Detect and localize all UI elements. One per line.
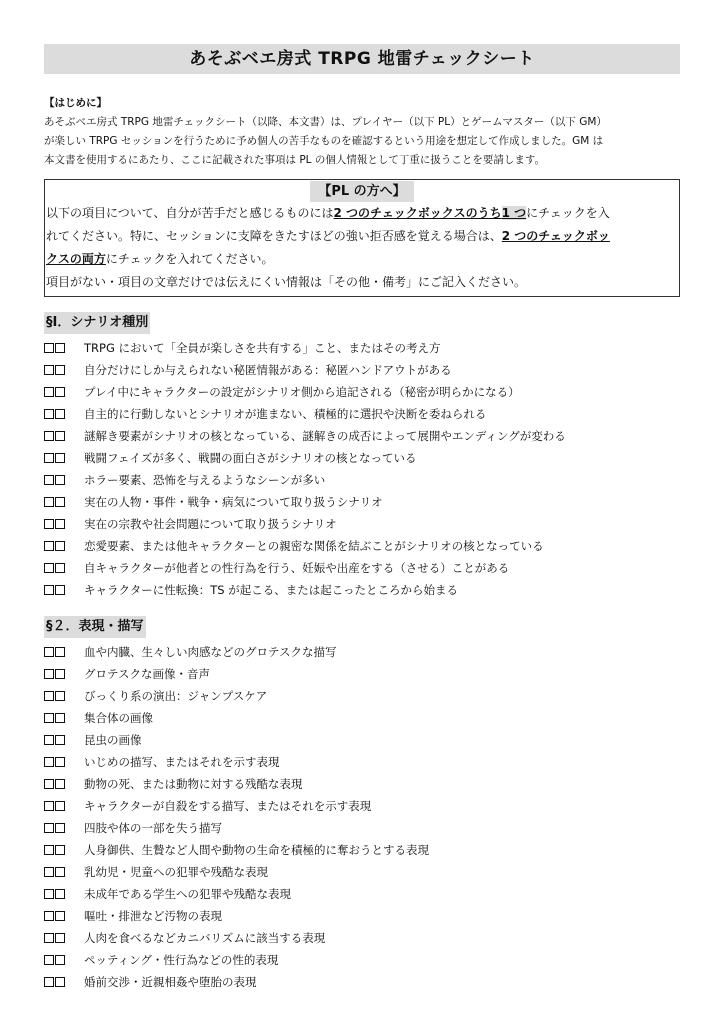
checklist-item-label: 実在の人物・事件・戦争・病気について取り扱うシナリオ: [84, 495, 383, 509]
checkbox-first[interactable]: [44, 387, 54, 397]
section-2: [44, 615, 680, 993]
checkbox-second[interactable]: [55, 387, 65, 397]
checkbox-pair: [44, 585, 84, 595]
checkbox-pair: [44, 647, 84, 657]
checklist-item-label: 自キャラクターが他者との性行為を行う、妊娠や出産をする（させる）ことがある: [84, 561, 510, 575]
checklist-item: [44, 579, 680, 601]
checklist-item-label: 血や内臓、生々しい肉感などのグロテスクな描写: [84, 645, 337, 659]
checklist-item: [44, 883, 680, 905]
checkbox-pair: [44, 409, 84, 419]
checklist-item: [44, 381, 680, 403]
checkbox-first[interactable]: [44, 911, 54, 921]
checkbox-first[interactable]: [44, 431, 54, 441]
checksheet-page: [44, 44, 680, 993]
checkbox-pair: [44, 955, 84, 965]
checkbox-pair: [44, 757, 84, 767]
checkbox-pair: [44, 713, 84, 723]
checklist-item-label: プレイ中にキャラクターの設定がシナリオ側から追記される（秘密が明らかになる）: [84, 385, 520, 399]
checkbox-pair: [44, 563, 84, 573]
checkbox-pair: [44, 453, 84, 463]
checkbox-second[interactable]: [55, 823, 65, 833]
checkbox-first[interactable]: [44, 409, 54, 419]
section-heading: §２．表現・描写: [44, 616, 146, 638]
checkbox-second[interactable]: [55, 911, 65, 921]
checkbox-second[interactable]: [55, 647, 65, 657]
checklist-item: [44, 641, 680, 663]
checkbox-second[interactable]: [55, 801, 65, 811]
checkbox-second[interactable]: [55, 757, 65, 767]
checkbox-first[interactable]: [44, 519, 54, 529]
checklist-item-label: 嘔吐・排泄など汚物の表現: [84, 909, 222, 923]
checkbox-first[interactable]: [44, 365, 54, 375]
checkbox-first[interactable]: [44, 757, 54, 767]
checklist-item-label: グロテスクな画像・音声: [84, 667, 211, 681]
checklist-item: [44, 663, 680, 685]
intro-line: が楽しい TRPG セッションを行うために予め個人の苦手なものを確認するという用途を想定して作成しました。GM は: [44, 135, 604, 147]
checklist-item-label: 戦闘フェイズが多く、戦闘の面白さがシナリオの核となっている: [84, 451, 417, 465]
checkbox-first[interactable]: [44, 977, 54, 987]
checklist-item-label: ホラー要素、恐怖を与えるようなシーンが多い: [84, 473, 326, 487]
checkbox-second[interactable]: [55, 431, 65, 441]
checkbox-second[interactable]: [55, 735, 65, 745]
pl-heading: 【PL の方へ】: [310, 181, 413, 202]
checkbox-second[interactable]: [55, 343, 65, 353]
checkbox-pair: [44, 889, 84, 899]
checkbox-pair: [44, 541, 84, 551]
checklist-item: [44, 359, 680, 381]
checklist-item: [44, 513, 680, 535]
checkbox-second[interactable]: [55, 497, 65, 507]
checklist-item: [44, 337, 680, 359]
checklist-item-label: キャラクターに性転換：TS が起こる、または起こったところから始まる: [84, 583, 459, 597]
intro-heading: 【はじめに】: [44, 97, 107, 109]
checkbox-pair: [44, 801, 84, 811]
checkbox-first[interactable]: [44, 475, 54, 485]
checklist-item-label: 動物の死、または動物に対する残酷な表現: [84, 777, 303, 791]
checkbox-pair: [44, 823, 84, 833]
checklist-item-label: 人身御供、生贄など人間や動物の生命を積極的に奪おうとする表現: [84, 843, 429, 857]
checklist-item: [44, 751, 680, 773]
checklist-item: [44, 535, 680, 557]
intro-line: 本文書を使用するにあたり、ここに記載された事項は PL の個人情報として丁重に扱うことを要請します。: [44, 154, 546, 166]
checkbox-second[interactable]: [55, 977, 65, 987]
checkbox-first[interactable]: [44, 845, 54, 855]
checklist-item: [44, 685, 680, 707]
checkbox-second[interactable]: [55, 519, 65, 529]
checkbox-first[interactable]: [44, 867, 54, 877]
checklist-item: [44, 403, 680, 425]
checkbox-second[interactable]: [55, 955, 65, 965]
checklist-item-label: 自主的に行動しないとシナリオが進まない、積極的に選択や決断を委ねられる: [84, 407, 487, 421]
checklist-item: [44, 425, 680, 447]
checkbox-second[interactable]: [55, 669, 65, 679]
checklist-item: [44, 949, 680, 971]
section-1: [44, 311, 680, 601]
checklist-item-label: 謎解き要素がシナリオの核となっている、謎解きの成否によって展開やエンディングが変わる: [84, 429, 566, 443]
checkbox-first[interactable]: [44, 955, 54, 965]
checkbox-pair: [44, 691, 84, 701]
checklist-item-label: 婚前交渉・近親相姦や堕胎の表現: [84, 975, 257, 989]
checkbox-first[interactable]: [44, 585, 54, 595]
checklist-item-label: キャラクターが自殺をする描写、またはそれを示す表現: [84, 799, 372, 813]
checklist-item: [44, 795, 680, 817]
checklist-item: [44, 557, 680, 579]
intro-line: あそぶベエ房式 TRPG 地雷チェックシート（以降、本文書）は、プレイヤー（以下 PL）とゲームマスター（以下 GM）: [44, 116, 607, 128]
checklist-item-label: 実在の宗教や社会問題について取り扱うシナリオ: [84, 517, 337, 531]
checkbox-first[interactable]: [44, 933, 54, 943]
checklist-item: [44, 469, 680, 491]
checklist-item-label: 昆虫の画像: [84, 733, 142, 747]
checkbox-pair: [44, 387, 84, 397]
checkbox-pair: [44, 497, 84, 507]
checkbox-second[interactable]: [55, 691, 65, 701]
checkbox-second[interactable]: [55, 365, 65, 375]
checkbox-second[interactable]: [55, 453, 65, 463]
checkbox-first[interactable]: [44, 735, 54, 745]
checkbox-pair: [44, 475, 84, 485]
intro-block: [44, 94, 680, 170]
checklist-item-label: 未成年である学生への犯罪や残酷な表現: [84, 887, 291, 901]
checklist-item-label: 集合体の画像: [84, 711, 153, 725]
checkbox-second[interactable]: [55, 933, 65, 943]
sections-container: [44, 311, 680, 993]
checklist-item: [44, 905, 680, 927]
checkbox-first[interactable]: [44, 779, 54, 789]
section-heading: §Ⅰ．シナリオ種別: [44, 312, 150, 334]
checkbox-pair: [44, 431, 84, 441]
checkbox-first[interactable]: [44, 647, 54, 657]
checkbox-first[interactable]: [44, 669, 54, 679]
checkbox-second[interactable]: [55, 779, 65, 789]
checklist-item: [44, 839, 680, 861]
checklist-item-label: びっくり系の演出：ジャンプスケア: [84, 689, 268, 703]
checkbox-first[interactable]: [44, 453, 54, 463]
emphasis-highlight: 1 つ: [501, 206, 527, 220]
checklist-item-label: 乳幼児・児童への犯罪や残酷な表現: [84, 865, 268, 879]
checklist-item-label: 自分だけにしか与えられない秘匿情報がある：秘匿ハンドアウトがある: [84, 363, 452, 377]
checkbox-pair: [44, 933, 84, 943]
checkbox-second[interactable]: [55, 889, 65, 899]
checkbox-second[interactable]: [55, 563, 65, 573]
checklist-item-label: 四肢や体の一部を失う描写: [84, 821, 222, 835]
checkbox-first[interactable]: [44, 691, 54, 701]
checklist-item: [44, 817, 680, 839]
checkbox-pair: [44, 735, 84, 745]
checkbox-first[interactable]: [44, 343, 54, 353]
checkbox-pair: [44, 669, 84, 679]
checklist-item-label: いじめの描写、またはそれを示す表現: [84, 755, 280, 769]
pl-instructions-box: [44, 179, 680, 297]
checkbox-first[interactable]: [44, 563, 54, 573]
checklist-item: [44, 927, 680, 949]
pl-instructions-line: 以下の項目について、自分が苦手だと感じるものには2 つのチェックボックスのうち1 つにチェックを入: [46, 206, 610, 220]
checkbox-first[interactable]: [44, 801, 54, 811]
pl-instructions-line: 項目がない・項目の文章だけでは伝えにくい情報は「その他・備考」にご記入ください。: [46, 275, 527, 289]
checklist-item-label: 恋愛要素、または他キャラクターとの親密な関係を結ぶことがシナリオの核となっている: [84, 539, 544, 553]
checkbox-second[interactable]: [55, 713, 65, 723]
checklist-item: [44, 773, 680, 795]
checklist-item: [44, 729, 680, 751]
checkbox-pair: [44, 911, 84, 921]
pl-instructions-line: クスの両方にチェックを入れてください。: [46, 252, 274, 266]
checklist-item: [44, 491, 680, 513]
checkbox-second[interactable]: [55, 585, 65, 595]
checkbox-first[interactable]: [44, 541, 54, 551]
emphasis-text: 2 つのチェックボックスのうち: [333, 206, 502, 220]
checkbox-second[interactable]: [55, 541, 65, 551]
checkbox-first[interactable]: [44, 889, 54, 899]
page-title: あそぶベエ房式 TRPG 地雷チェックシート: [44, 44, 680, 74]
checklist-item-label: ペッティング・性行為などの性的表現: [84, 953, 279, 967]
checkbox-pair: [44, 365, 84, 375]
checklist-item-label: TRPG において「全員が楽しさを共有する」こと、またはその考え方: [84, 341, 441, 355]
checkbox-second[interactable]: [55, 475, 65, 485]
checkbox-pair: [44, 867, 84, 877]
checkbox-pair: [44, 977, 84, 987]
checkbox-pair: [44, 845, 84, 855]
checkbox-first[interactable]: [44, 713, 54, 723]
pl-instructions-line: れてください。特に、セッションに支障をきたすほどの強い拒否感を覚える場合は、2 つのチェックボッ: [46, 229, 610, 243]
emphasis-text: 2 つのチェックボッ: [501, 229, 610, 243]
checkbox-second[interactable]: [55, 409, 65, 419]
checklist-item: [44, 971, 680, 993]
checklist-item: [44, 861, 680, 883]
checkbox-pair: [44, 343, 84, 353]
checkbox-first[interactable]: [44, 497, 54, 507]
checklist-item: [44, 707, 680, 729]
checkbox-pair: [44, 519, 84, 529]
checklist-item: [44, 447, 680, 469]
emphasis-text: クスの両方: [46, 252, 106, 266]
checkbox-second[interactable]: [55, 845, 65, 855]
checklist-item-label: 人肉を食べるなどカニバリズムに該当する表現: [84, 931, 326, 945]
checkbox-second[interactable]: [55, 867, 65, 877]
checkbox-first[interactable]: [44, 823, 54, 833]
checkbox-pair: [44, 779, 84, 789]
